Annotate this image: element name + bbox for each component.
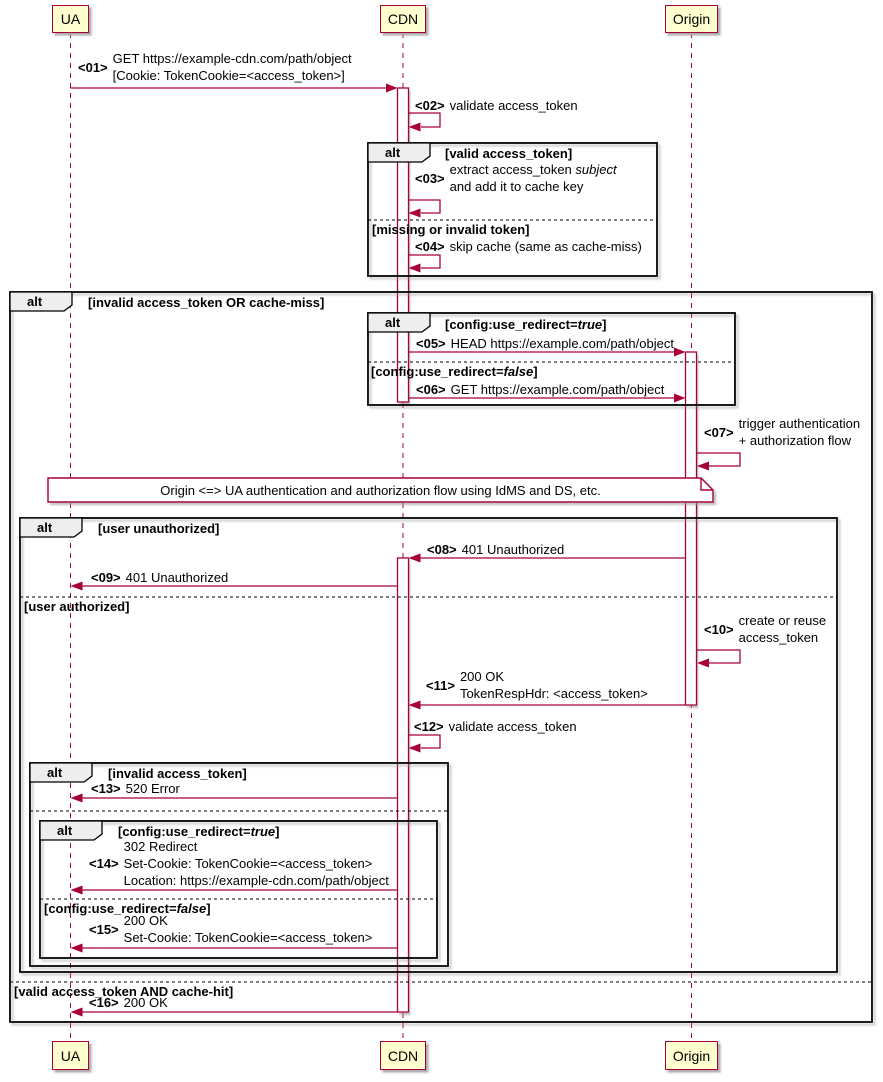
message-15-num: <15> <box>89 921 119 937</box>
auth-flow-note-text: Origin <=> UA authentication and authorization flow using IdMS and DS, etc. <box>160 483 601 498</box>
divider-missing-invalid: [missing or invalid token] <box>372 222 530 237</box>
message-08 <box>427 541 564 558</box>
divider-user-authorized: [user authorized] <box>24 599 130 614</box>
message-line: 520 Error <box>125 781 180 796</box>
divider-redirect-false-bottom: [config:use_redirect=false] <box>44 901 211 916</box>
message-line: 200 OK <box>123 995 168 1010</box>
message-line: GET https://example.com/path/object <box>450 382 665 397</box>
message-16-num: <16> <box>89 995 119 1010</box>
message-06-num: <06> <box>416 382 446 397</box>
message-line: Location: https://example-cdn.com/path/object <box>123 873 389 888</box>
guard-invalid-or-miss: [invalid access_token OR cache-miss] <box>88 295 325 310</box>
message-line: create or reuse <box>738 613 827 628</box>
message-line: HEAD https://example.com/path/object <box>450 336 674 351</box>
message-line: Set-Cookie: TokenCookie=<access_token> <box>123 930 373 945</box>
message-02 <box>415 97 578 114</box>
message-05-num: <05> <box>416 336 446 351</box>
message-15 <box>89 912 372 946</box>
message-09-num: <09> <box>91 570 121 585</box>
participant-origin-top <box>665 5 718 33</box>
divider-redirect-false-top: [config:use_redirect=false] <box>371 364 538 379</box>
message-line: 302 Redirect <box>123 839 198 854</box>
message-line: 401 Unauthorized <box>125 570 229 585</box>
message-line: extract access_token subject <box>449 162 617 177</box>
message-line: validate access_token <box>449 98 578 113</box>
participant-origin-label: Origin <box>672 1047 711 1064</box>
message-11 <box>426 668 648 702</box>
participant-cdn-top <box>380 5 426 33</box>
message-02-num: <02> <box>415 98 445 113</box>
message-line: access_token <box>738 630 819 645</box>
arrow-01 <box>71 84 398 93</box>
participant-cdn-bottom <box>380 1041 426 1070</box>
message-01 <box>78 50 352 84</box>
participant-origin-bottom <box>665 1041 718 1070</box>
participant-ua-label: UA <box>60 11 81 27</box>
message-13-num: <13> <box>91 781 121 796</box>
message-line: skip cache (same as cache-miss) <box>449 239 642 254</box>
message-line: validate access_token <box>448 719 577 734</box>
message-07-num: <07> <box>704 424 734 440</box>
activation-bar-cdn-2 <box>398 558 409 1012</box>
guard-valid-token: [valid access_token] <box>445 146 573 161</box>
alt-keyword: alt <box>57 823 73 838</box>
message-01-num: <01> <box>78 59 108 75</box>
message-14 <box>89 838 389 889</box>
participant-cdn-label: CDN <box>387 1047 419 1064</box>
activation-bar-cdn-1 <box>398 88 409 402</box>
participant-ua-bottom <box>52 1041 89 1070</box>
message-line: GET https://example-cdn.com/path/object <box>112 51 352 66</box>
message-07 <box>704 415 860 449</box>
participant-ua-top <box>52 5 89 33</box>
message-12 <box>414 718 577 735</box>
alt-keyword: alt <box>37 520 53 535</box>
alt-keyword: alt <box>47 765 63 780</box>
message-line: 401 Unauthorized <box>461 542 565 557</box>
message-03-num: <03> <box>415 170 445 186</box>
arrow-02-self <box>409 113 441 132</box>
alt-keyword: alt <box>385 145 401 160</box>
message-line: + authorization flow <box>738 433 852 448</box>
message-line: trigger authentication <box>738 416 861 431</box>
participant-ua-label: UA <box>60 1047 81 1064</box>
guard-redirect-true-bottom: [config:use_redirect=true] <box>118 824 280 839</box>
message-13 <box>91 780 180 797</box>
message-04-num: <04> <box>415 239 445 254</box>
message-11-num: <11> <box>426 677 455 693</box>
guard-redirect-true-top: [config:use_redirect=true] <box>445 317 607 332</box>
arrow-07-self <box>697 453 740 471</box>
alt-keyword: alt <box>385 315 401 330</box>
arrow-10-self <box>697 650 740 668</box>
message-10-num: <10> <box>704 621 734 637</box>
message-03 <box>415 161 617 195</box>
arrow-03-self <box>409 200 441 218</box>
guard-invalid-token2: [invalid access_token] <box>108 766 247 781</box>
participant-cdn-label: CDN <box>387 11 419 27</box>
arrow-12-self <box>409 735 441 753</box>
message-line: 200 OK <box>123 913 168 928</box>
message-14-num: <14> <box>89 856 119 871</box>
alt-keyword: alt <box>27 294 43 309</box>
message-10 <box>704 612 826 646</box>
participant-origin-label: Origin <box>672 11 711 27</box>
message-05 <box>416 335 674 352</box>
message-line: and add it to cache key <box>449 179 584 194</box>
message-08-num: <08> <box>427 542 457 557</box>
arrow-04-self <box>409 255 441 273</box>
message-line: 200 OK <box>459 669 505 684</box>
message-line: Set-Cookie: TokenCookie=<access_token> <box>123 856 373 871</box>
message-06 <box>416 381 664 398</box>
message-line: TokenRespHdr: <access_token> <box>459 686 648 701</box>
message-12-num: <12> <box>414 719 444 734</box>
message-line: [Cookie: TokenCookie=<access_token>] <box>112 68 345 83</box>
message-04 <box>415 238 642 255</box>
guard-user-unauthorized: [user unauthorized] <box>98 521 220 536</box>
divider-valid-cachehit: [valid access_token AND cache-hit] <box>14 984 234 999</box>
message-09 <box>91 569 228 586</box>
message-16 <box>89 994 168 1011</box>
